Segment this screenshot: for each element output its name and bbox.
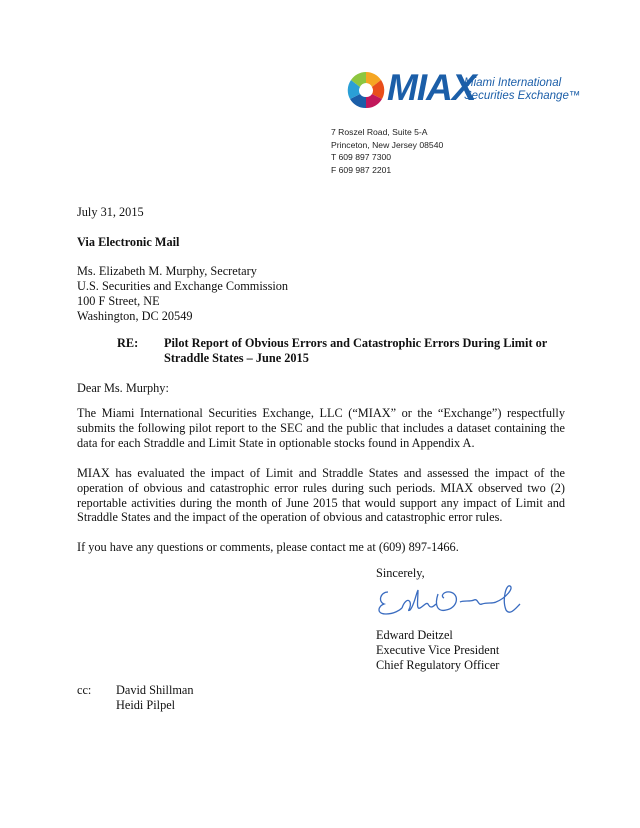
cc-name: Heidi Pilpel xyxy=(116,698,176,713)
miax-swirl-logo-icon xyxy=(346,70,386,110)
miax-logo xyxy=(346,68,586,112)
signer-title-2: Chief Regulatory Officer xyxy=(376,658,500,672)
address-line2: Princeton, New Jersey 08540 xyxy=(331,139,444,150)
subject-line: Pilot Report of Obvious Errors and Catastrophic Errors During Limit or Straddle States – June 2015 xyxy=(164,336,548,365)
delivery-method: Via Electronic Mail xyxy=(77,235,180,249)
cc-list xyxy=(116,683,194,713)
cc-label: cc: xyxy=(77,683,92,697)
address-line1: 7 Roszel Road, Suite 5-A xyxy=(331,127,428,137)
body-paragraph-2: MIAX has evaluated the impact of Limit and Straddle States and assessed the impact of the operation of obvious and catastrophic error rules during such periods. MIAX observed two (2) reportable activities during the month of June 2015 that would support any impact of Limit and Straddle States and the impact of the operation of obvious and catastrophic error rules. xyxy=(77,466,565,525)
logo-wordmark: MIAX xyxy=(387,67,476,108)
salutation: Dear Ms. Murphy: xyxy=(77,381,169,395)
logo-tagline-line2: Securities Exchange™ xyxy=(464,90,581,102)
logo-tagline-line1: Miami International xyxy=(464,77,562,89)
cc-name: David Shillman xyxy=(116,683,194,697)
recipient-name: Ms. Elizabeth M. Murphy, Secretary xyxy=(77,264,257,278)
signer-title-1: Executive Vice President xyxy=(376,643,500,657)
signer-name: Edward Deitzel xyxy=(376,628,453,642)
address-phone: T 609 897 7300 xyxy=(331,152,392,163)
handwritten-signature xyxy=(374,580,524,622)
sender-address xyxy=(331,126,443,176)
subject-label: RE: xyxy=(117,336,139,350)
body-paragraph-1: The Miami International Securities Exchange, LLC (“MIAX” or the “Exchange”) respectfully submits the following pilot report to the SEC and the public that includes a dataset containing the data for each Straddle and Limit State in optionable stocks found in Appendix A. xyxy=(77,406,565,450)
address-fax: F 609 987 2201 xyxy=(331,164,392,175)
recipient-city: Washington, DC 20549 xyxy=(77,309,193,323)
letter-date: July 31, 2015 xyxy=(77,205,144,219)
body-paragraph-3: If you have any questions or comments, please contact me at (609) 897-1466. xyxy=(77,540,459,554)
recipient-street: 100 F Street, NE xyxy=(77,294,160,308)
logo-tagline xyxy=(464,77,588,103)
valediction: Sincerely, xyxy=(376,566,425,580)
recipient-org: U.S. Securities and Exchange Commission xyxy=(77,279,289,293)
